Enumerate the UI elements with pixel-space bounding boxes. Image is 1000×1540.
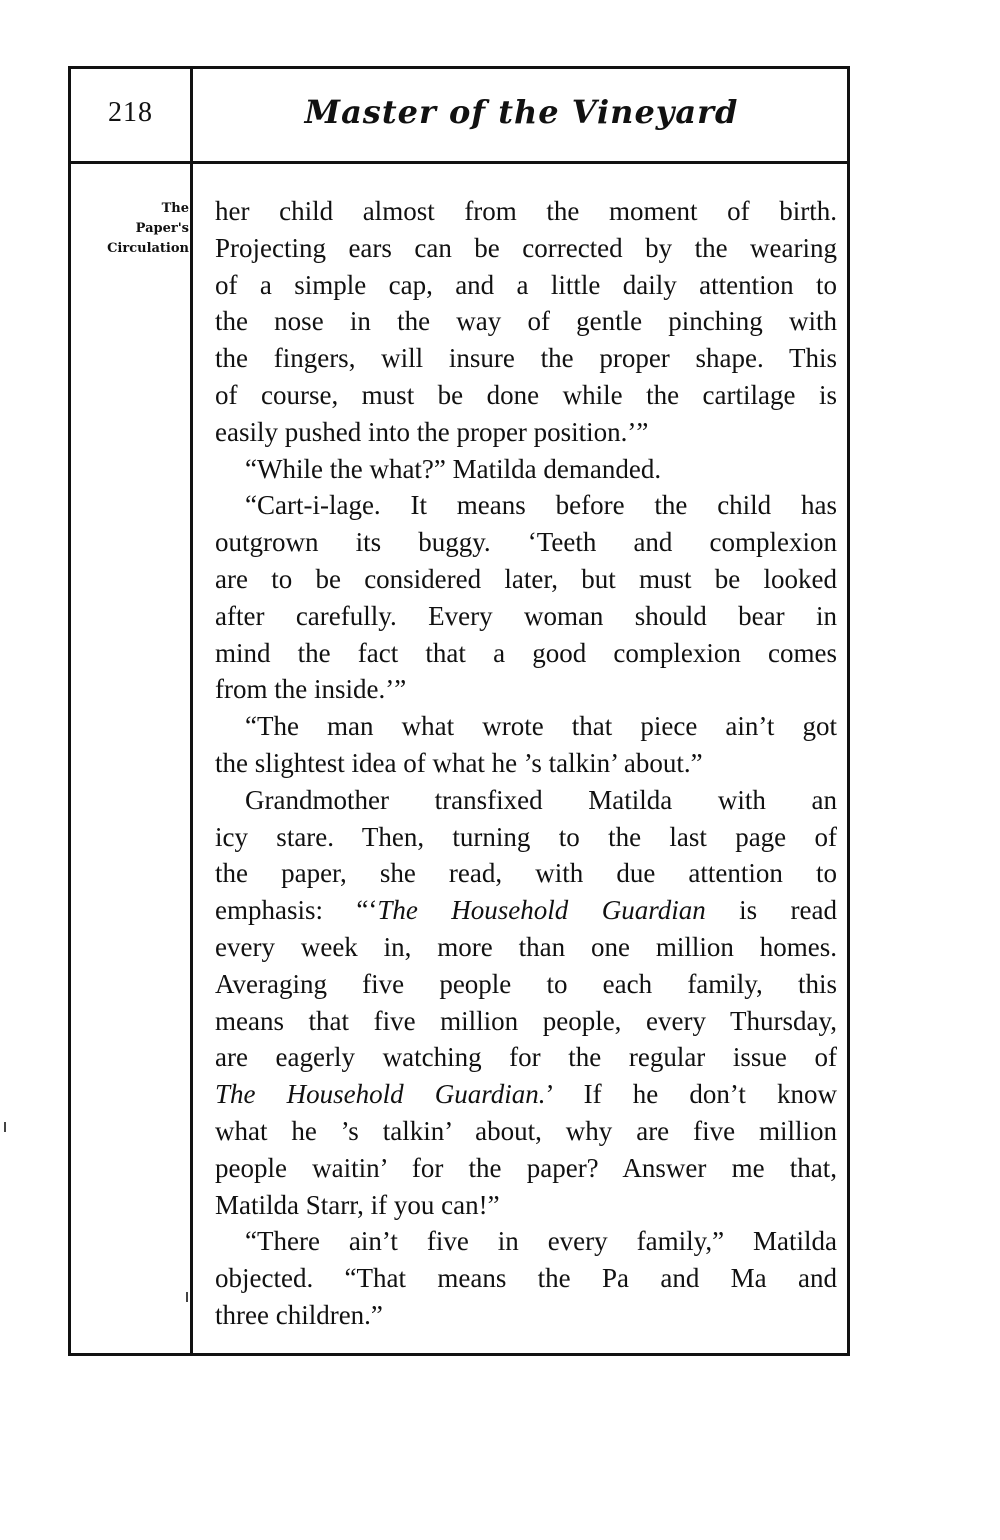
text-line: from the inside.’” xyxy=(215,674,407,705)
text-line: are to be considered later, but must be looked xyxy=(215,563,837,594)
text-line: the slightest idea of what he ’s talkin’ about.” xyxy=(215,747,703,778)
text-line: “There ain’t five in every family,” Matilda xyxy=(245,1226,837,1257)
text-line: objected. “That means the Pa and Ma and xyxy=(215,1263,837,1294)
text-line: Averaging five people to each family, this xyxy=(215,968,837,999)
side-note-line: The xyxy=(161,201,189,216)
line-segment: emphasis: “‘ xyxy=(215,895,378,926)
text-line: “While the what?” Matilda demanded. xyxy=(245,453,662,484)
page-frame xyxy=(68,66,850,1356)
text-line: three children.” xyxy=(215,1299,383,1330)
text-line: the nose in the way of gentle pinching with xyxy=(215,306,837,337)
text-line: of course, must be done while the cartilage is xyxy=(215,379,837,410)
text-line: easily pushed into the proper position.’” xyxy=(215,416,649,447)
text-line: outgrown its buggy. ‘Teeth and complexion xyxy=(215,527,837,558)
margin-column xyxy=(71,69,193,1353)
text-line: people waitin’ for the paper? Answer me that, xyxy=(215,1152,837,1183)
text-line: mind the fact that a good complexion comes xyxy=(215,637,837,668)
text-line: the paper, she read, with due attention to xyxy=(215,858,837,889)
text-line: means that five million people, every Thursday, xyxy=(215,1005,837,1036)
italic-title: The Household Guardian xyxy=(377,895,706,926)
text-body xyxy=(215,193,837,1334)
text-line: are eagerly watching for the regular issue of xyxy=(215,1042,837,1073)
side-note-line: Circulation xyxy=(107,241,189,256)
text-line: Grandmother transfixed Matilda with an xyxy=(245,784,837,815)
text-line xyxy=(215,892,837,929)
text-line: Projecting ears can be corrected by the wearing xyxy=(215,232,837,263)
stray-print-mark xyxy=(4,1122,6,1132)
text-line: after carefully. Every woman should bear in xyxy=(215,600,837,631)
text-line: icy stare. Then, turning to the last page of xyxy=(215,821,837,852)
page-number: 218 xyxy=(108,97,153,128)
text-line: what he ’s talkin’ about, why are five million xyxy=(215,1115,837,1146)
text-line: “Cart-i-lage. It means before the child has xyxy=(245,490,837,521)
side-note-line: Paper's xyxy=(135,221,189,236)
text-line: every week in, more than one million homes. xyxy=(215,931,837,962)
text-line xyxy=(215,1076,837,1113)
text-line: “The man what wrote that piece ain’t got xyxy=(245,711,837,742)
text-line: of a simple cap, and a little daily attention to xyxy=(215,269,837,300)
line-segment: ’ If he don’t know xyxy=(545,1079,837,1110)
text-line: Matilda Starr, if you can!” xyxy=(215,1189,500,1220)
text-line: the fingers, will insure the proper shape. This xyxy=(215,343,837,374)
line-segment: is read xyxy=(705,895,837,926)
side-note xyxy=(77,199,189,259)
text-line: her child almost from the moment of birth. xyxy=(215,196,837,226)
stray-print-mark xyxy=(186,1292,188,1302)
running-title: Master of the Vineyard xyxy=(304,93,739,131)
header-rule xyxy=(71,161,847,164)
italic-title: The Household Guardian. xyxy=(215,1079,546,1110)
